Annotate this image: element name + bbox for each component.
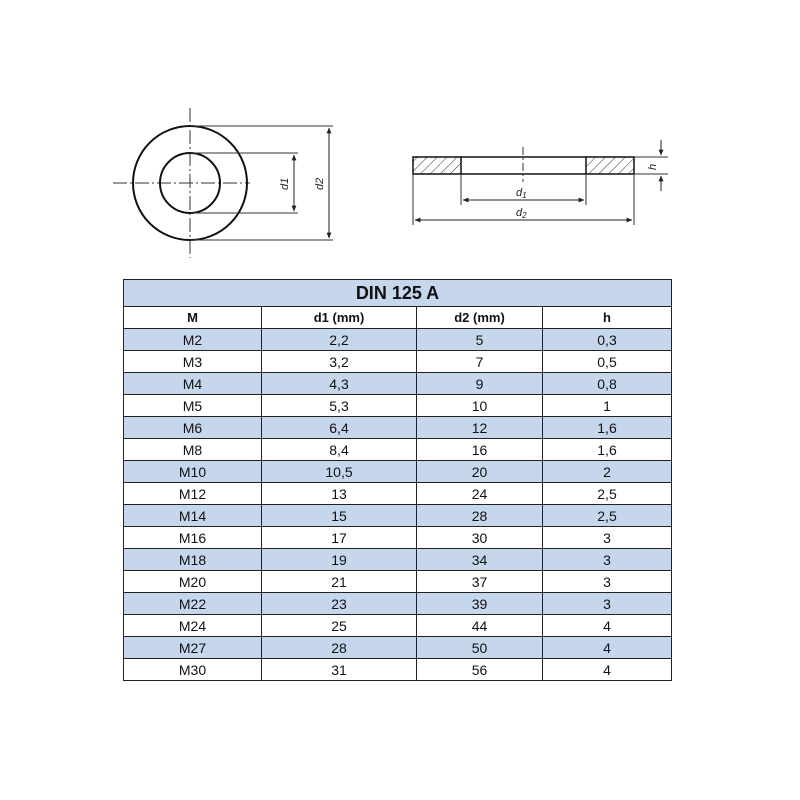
cell-m: M5 [124, 395, 262, 417]
cell-m: M18 [124, 549, 262, 571]
cell-h: 4 [543, 659, 672, 681]
cell-d1: 19 [262, 549, 417, 571]
din125a-dimension-table [123, 279, 672, 681]
cell-d2: 30 [417, 527, 543, 549]
column-header-d2: d2 (mm) [417, 307, 543, 329]
column-header-d1: d1 (mm) [262, 307, 417, 329]
cell-d2: 37 [417, 571, 543, 593]
cell-d2: 24 [417, 483, 543, 505]
table-row [124, 659, 672, 681]
cell-d1: 8,4 [262, 439, 417, 461]
table-row [124, 593, 672, 615]
table-row [124, 439, 672, 461]
table-row [124, 417, 672, 439]
cell-h: 1,6 [543, 417, 672, 439]
cell-d2: 9 [417, 373, 543, 395]
column-header-h: h [543, 307, 672, 329]
cell-d1: 28 [262, 637, 417, 659]
table-row [124, 505, 672, 527]
table-row [124, 461, 672, 483]
table-row [124, 637, 672, 659]
cell-d2: 39 [417, 593, 543, 615]
cell-d1: 2,2 [262, 329, 417, 351]
cell-h: 0,5 [543, 351, 672, 373]
cell-d1: 25 [262, 615, 417, 637]
cell-h: 1 [543, 395, 672, 417]
cell-d1: 23 [262, 593, 417, 615]
cell-h: 4 [543, 615, 672, 637]
cell-m: M12 [124, 483, 262, 505]
washer-side-view [413, 140, 668, 225]
table-row [124, 351, 672, 373]
side-d2-label: d2 [516, 207, 527, 220]
cell-m: M6 [124, 417, 262, 439]
cell-m: M22 [124, 593, 262, 615]
table-title: DIN 125 A [124, 280, 672, 307]
washer-front-view [113, 108, 333, 258]
table-row [124, 373, 672, 395]
cell-d1: 17 [262, 527, 417, 549]
table-row [124, 395, 672, 417]
cell-m: M3 [124, 351, 262, 373]
cell-d2: 50 [417, 637, 543, 659]
cell-d2: 28 [417, 505, 543, 527]
cell-d1: 3,2 [262, 351, 417, 373]
cell-m: M14 [124, 505, 262, 527]
cell-h: 0,8 [543, 373, 672, 395]
cell-h: 0,3 [543, 329, 672, 351]
front-d2-label: d2 [314, 177, 326, 190]
cell-m: M8 [124, 439, 262, 461]
cell-d1: 6,4 [262, 417, 417, 439]
cell-h: 1,6 [543, 439, 672, 461]
cell-m: M20 [124, 571, 262, 593]
cell-m: M24 [124, 615, 262, 637]
cell-m: M27 [124, 637, 262, 659]
cell-h: 2,5 [543, 505, 672, 527]
cell-d2: 5 [417, 329, 543, 351]
front-d1-label: d1 [279, 177, 291, 190]
cell-d2: 12 [417, 417, 543, 439]
cell-h: 4 [543, 637, 672, 659]
table-row [124, 483, 672, 505]
side-h-label: h [647, 163, 659, 170]
cell-d1: 31 [262, 659, 417, 681]
table-row [124, 329, 672, 351]
table-row [124, 527, 672, 549]
table-body [124, 329, 672, 681]
cell-d1: 15 [262, 505, 417, 527]
cell-d1: 21 [262, 571, 417, 593]
cell-d1: 4,3 [262, 373, 417, 395]
cell-d2: 10 [417, 395, 543, 417]
cell-m: M10 [124, 461, 262, 483]
side-d1-label: d1 [516, 187, 527, 200]
cell-m: M30 [124, 659, 262, 681]
cell-d2: 44 [417, 615, 543, 637]
table-row [124, 549, 672, 571]
cell-d1: 5,3 [262, 395, 417, 417]
cell-h: 3 [543, 571, 672, 593]
cell-m: M16 [124, 527, 262, 549]
cell-d2: 16 [417, 439, 543, 461]
cell-h: 3 [543, 527, 672, 549]
cell-h: 3 [543, 549, 672, 571]
cell-m: M2 [124, 329, 262, 351]
cell-h: 2 [543, 461, 672, 483]
cell-d1: 10,5 [262, 461, 417, 483]
cell-m: M4 [124, 373, 262, 395]
cell-d1: 13 [262, 483, 417, 505]
cell-d2: 34 [417, 549, 543, 571]
table-row [124, 615, 672, 637]
cell-d2: 56 [417, 659, 543, 681]
cell-d2: 20 [417, 461, 543, 483]
cell-d2: 7 [417, 351, 543, 373]
table-row [124, 571, 672, 593]
column-header-m: M [124, 307, 262, 329]
table-header-row [124, 307, 672, 329]
cell-h: 2,5 [543, 483, 672, 505]
washer-technical-drawing [0, 0, 800, 270]
cell-h: 3 [543, 593, 672, 615]
